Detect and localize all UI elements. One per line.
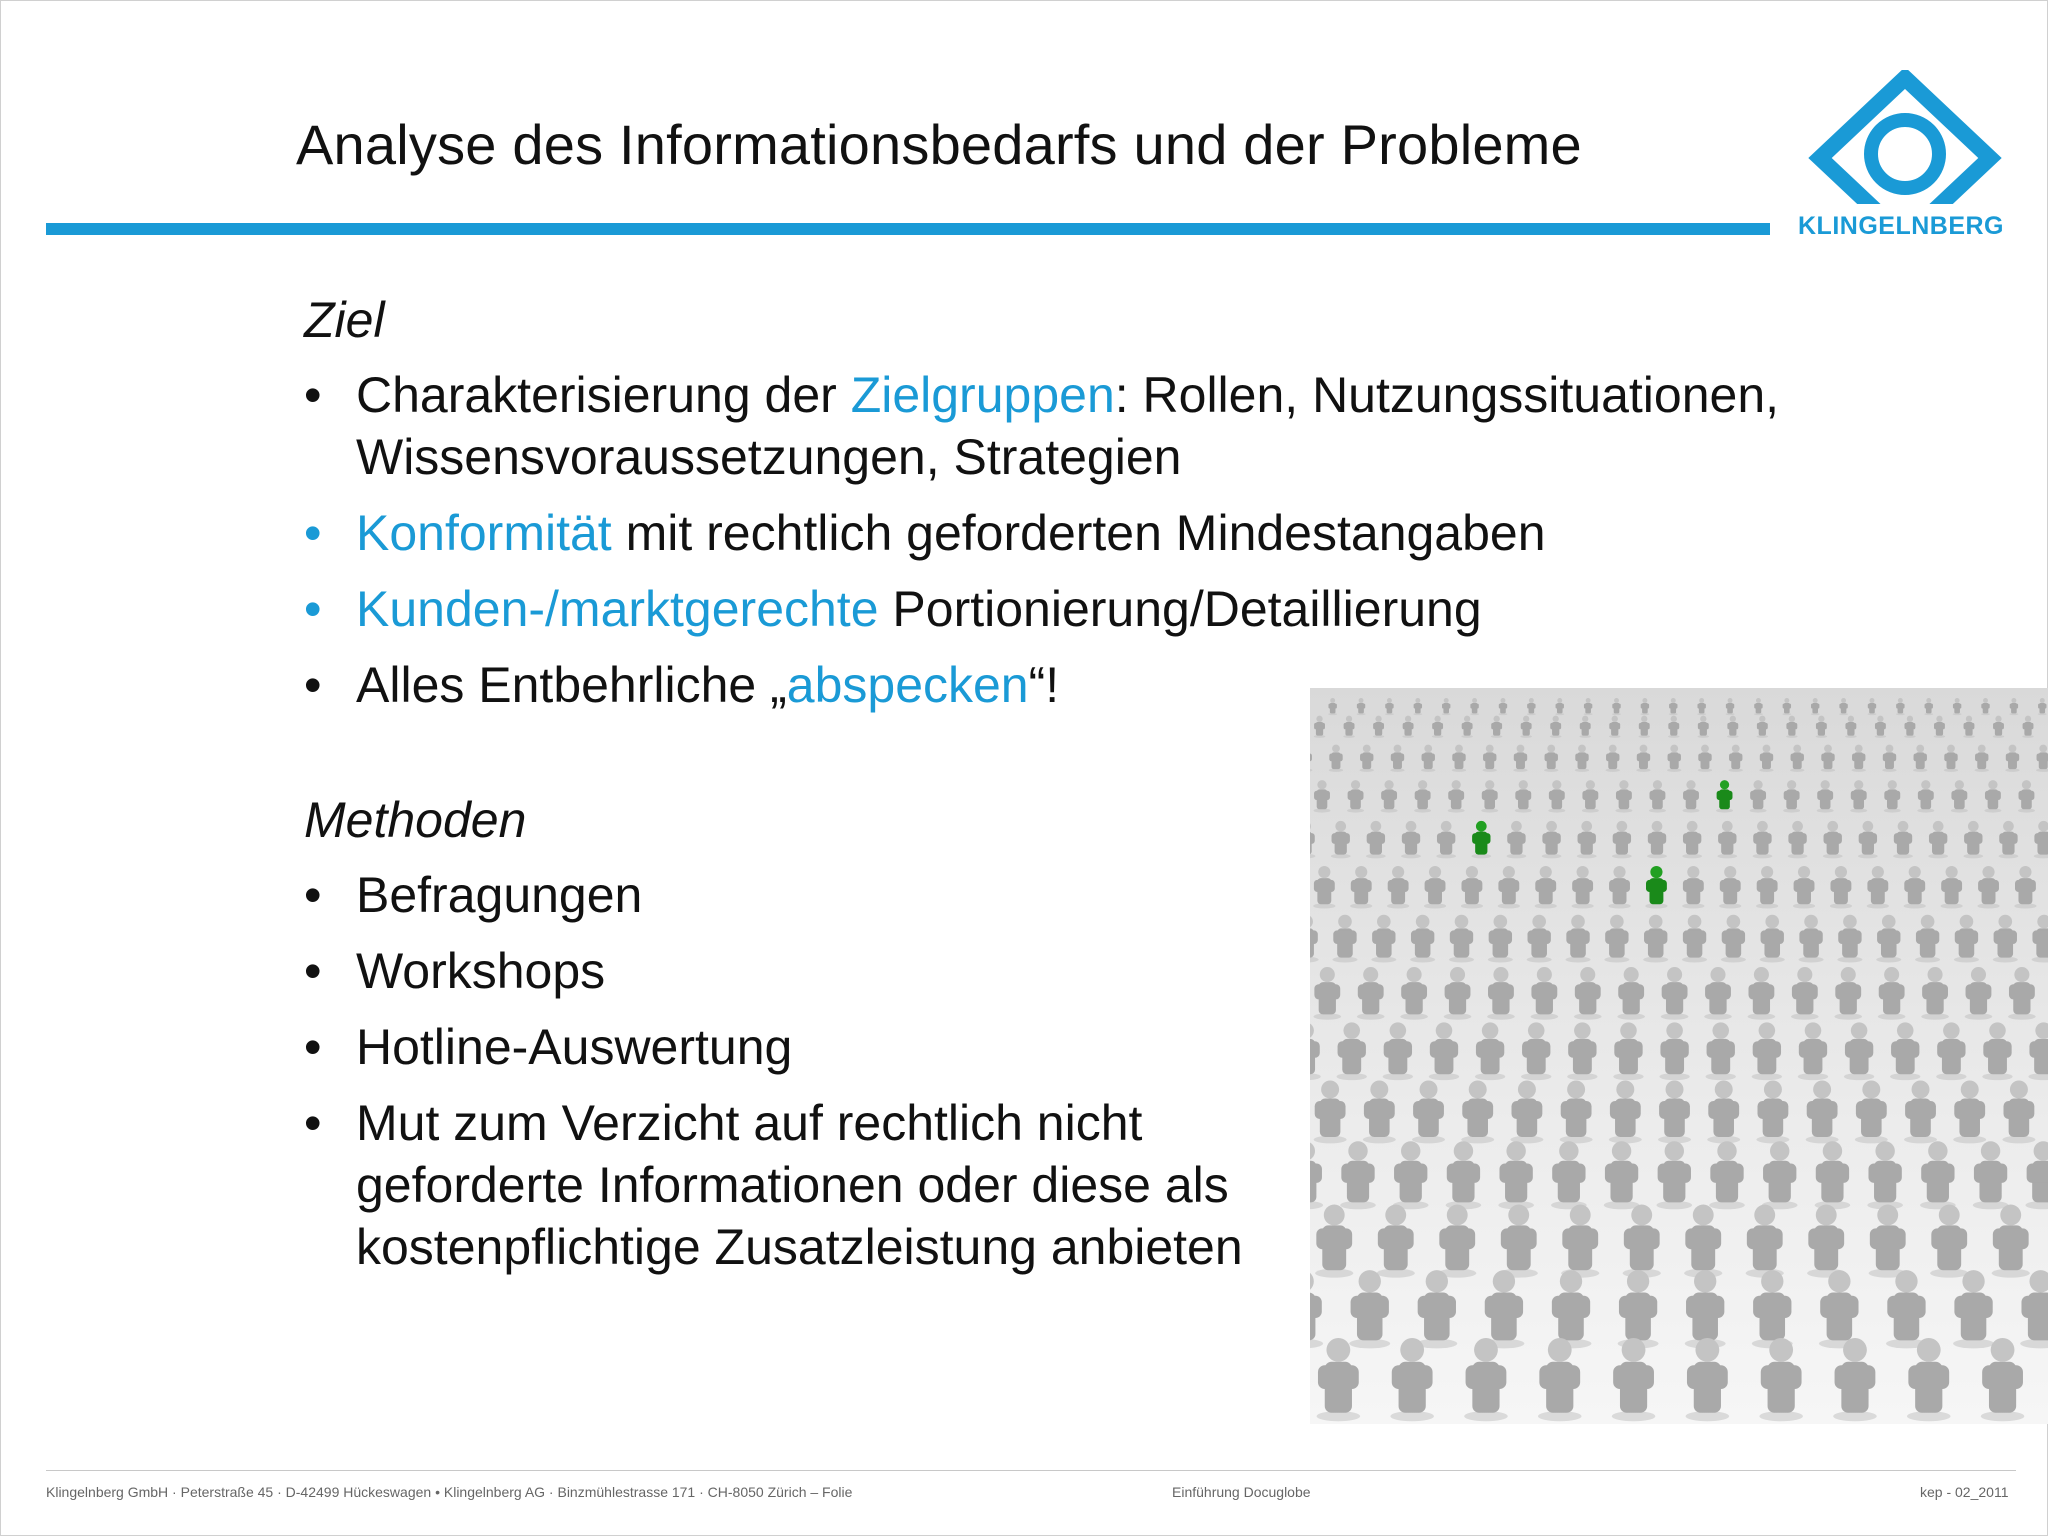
methoden-heading: Methoden	[304, 792, 527, 848]
slide-title: Analyse des Informationsbedarfs und der Probleme	[296, 113, 1582, 176]
methoden-item: • Befragungen	[304, 864, 1356, 926]
crowd-photo	[1310, 688, 2048, 1424]
ziel-list	[304, 364, 2024, 716]
ziel-bullet-3: • Kunden-/marktgerechte Portionierung/Detaillierung	[304, 578, 2024, 640]
crowd-figures-image	[1310, 688, 2048, 1424]
methoden-item: • Hotline-Auswertung	[304, 1016, 1356, 1078]
ziel-heading: Ziel	[304, 292, 385, 348]
ziel-bullet-1: • Charakterisierung der Zielgruppen: Rollen, Nutzungssituationen, Wissensvoraussetzungen, Strategien	[304, 364, 2024, 488]
methoden-item: • Workshops	[304, 940, 1356, 1002]
footer-code: kep - 02_2011	[1920, 1484, 2009, 1500]
ziel-bullet-2: • Konformität mit rechtlich geforderten Mindestangaben	[304, 502, 2024, 564]
ziel-bullet-4: • Alles Entbehrliche „abspecken“!	[304, 654, 2024, 716]
footer-address: Klingelnberg GmbH · Peterstraße 45 · D-42499 Hückeswagen • Klingelnberg AG · Binzmühlestrasse 171 · CH-8050 Zürich – Folie	[46, 1484, 853, 1500]
title-underline	[46, 223, 1770, 235]
methoden-item: • Mut zum Verzicht auf rechtlich nicht geforderte Informationen oder diese als kostenpflichtige Zusatzleistung anbieten	[304, 1092, 1356, 1278]
logo-wordmark: KLINGELNBERG	[1798, 212, 2004, 240]
footer-divider	[46, 1470, 2016, 1471]
footer-title: Einführung Docuglobe	[1172, 1484, 1311, 1500]
